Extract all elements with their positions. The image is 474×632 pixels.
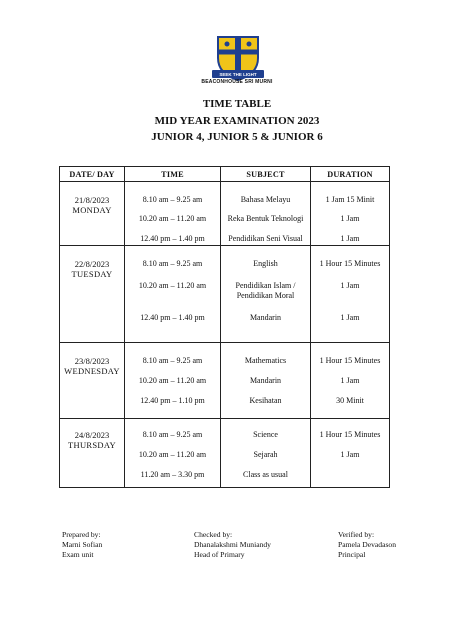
duration: 1 Jam bbox=[340, 214, 360, 223]
time-slot: 8.10 am – 9.25 am bbox=[142, 430, 203, 439]
crest-motto: SEEK THE LIGHT bbox=[219, 72, 257, 77]
checked-by-label: Checked by: bbox=[194, 530, 233, 539]
duration: 1 Hour 15 Minutes bbox=[319, 356, 381, 365]
time-slot: 12.40 pm – 1.40 pm bbox=[140, 313, 205, 322]
duration: 1 Hour 15 Minutes bbox=[319, 430, 381, 439]
prepared-by-role: Exam unit bbox=[62, 550, 94, 559]
verified-by-label: Verified by: bbox=[338, 530, 375, 539]
checked-by-role: Head of Primary bbox=[194, 550, 245, 559]
time-slot: 8.10 am – 9.25 am bbox=[142, 195, 203, 204]
time-slot: 12.40 pm – 1.40 pm bbox=[140, 234, 205, 243]
time-slot: 12.40 pm – 1.10 pm bbox=[140, 396, 205, 405]
checked-by-block bbox=[194, 530, 271, 560]
row-date: 24/8/2023 bbox=[74, 430, 110, 440]
duration: 1 Jam bbox=[340, 313, 360, 322]
subject: Pendidikan Islam / bbox=[235, 281, 296, 290]
table-row bbox=[60, 419, 390, 488]
duration: 30 Minit bbox=[336, 396, 364, 405]
time-slot: 10.20 am – 11.20 am bbox=[138, 214, 207, 223]
row-day: MONDAY bbox=[72, 205, 112, 215]
time-slot: 11.20 am – 3.30 pm bbox=[140, 470, 205, 479]
row-day: TUESDAY bbox=[71, 269, 113, 279]
verified-by-name: Pamela Devadason bbox=[338, 540, 396, 549]
table-row bbox=[60, 182, 390, 246]
header-subject: SUBJECT bbox=[221, 167, 311, 182]
time-slot: 8.10 am – 9.25 am bbox=[142, 259, 203, 268]
classes-title: JUNIOR 4, JUNIOR 5 & JUNIOR 6 bbox=[151, 131, 323, 143]
timetable-table bbox=[59, 166, 390, 488]
timetable-title: TIME TABLE bbox=[202, 98, 272, 110]
row-date: 21/8/2023 bbox=[74, 195, 110, 205]
row-date: 23/8/2023 bbox=[74, 356, 110, 366]
subject: Mandarin bbox=[249, 313, 282, 322]
time-slot: 10.20 am – 11.20 am bbox=[138, 450, 207, 459]
subject: Bahasa Melayu bbox=[240, 195, 291, 204]
duration: 1 Jam bbox=[340, 376, 360, 385]
table-row bbox=[60, 246, 390, 343]
duration: 1 Hour 15 Minutes bbox=[319, 259, 381, 268]
prepared-by-block bbox=[62, 530, 102, 560]
duration: 1 Jam bbox=[340, 281, 360, 290]
row-date: 22/8/2023 bbox=[74, 259, 110, 269]
duration: 1 Jam bbox=[340, 450, 360, 459]
subject: Reka Bentuk Teknologi bbox=[227, 214, 304, 223]
verified-by-block bbox=[338, 530, 396, 560]
row-day: WEDNESDAY bbox=[64, 366, 120, 376]
header-date-day: DATE/ DAY bbox=[60, 167, 125, 182]
duration: 1 Jam bbox=[340, 234, 360, 243]
school-name: BEACONHOUSE SRI MURNI bbox=[201, 79, 273, 85]
time-slot: 10.20 am – 11.20 am bbox=[138, 281, 207, 290]
row-day: THURSDAY bbox=[68, 440, 116, 450]
subject: Mandarin bbox=[249, 376, 282, 385]
subject: Mathematics bbox=[244, 356, 287, 365]
prepared-by-label: Prepared by: bbox=[62, 530, 101, 539]
prepared-by-name: Marni Sofian bbox=[62, 540, 103, 549]
subject: Science bbox=[253, 430, 278, 439]
header-time: TIME bbox=[125, 167, 221, 182]
duration: 1 Jam 15 Minit bbox=[325, 195, 375, 204]
subject: Sejarah bbox=[253, 450, 278, 459]
header-duration: DURATION bbox=[311, 167, 390, 182]
checked-by-name: Dhanalakshmi Muniandy bbox=[194, 540, 271, 549]
verified-by-role: Principal bbox=[338, 550, 366, 559]
time-slot: 10.20 am – 11.20 am bbox=[138, 376, 207, 385]
subject: Pendidikan Moral bbox=[236, 291, 295, 300]
table-header-row bbox=[60, 167, 390, 182]
exam-title: MID YEAR EXAMINATION 2023 bbox=[154, 115, 320, 127]
subject: Kesihatan bbox=[249, 396, 282, 405]
table-row bbox=[60, 343, 390, 419]
subject: Pendidikan Seni Visual bbox=[228, 234, 303, 243]
subject: English bbox=[253, 259, 278, 268]
time-slot: 8.10 am – 9.25 am bbox=[142, 356, 203, 365]
subject: Class as usual bbox=[243, 470, 288, 479]
